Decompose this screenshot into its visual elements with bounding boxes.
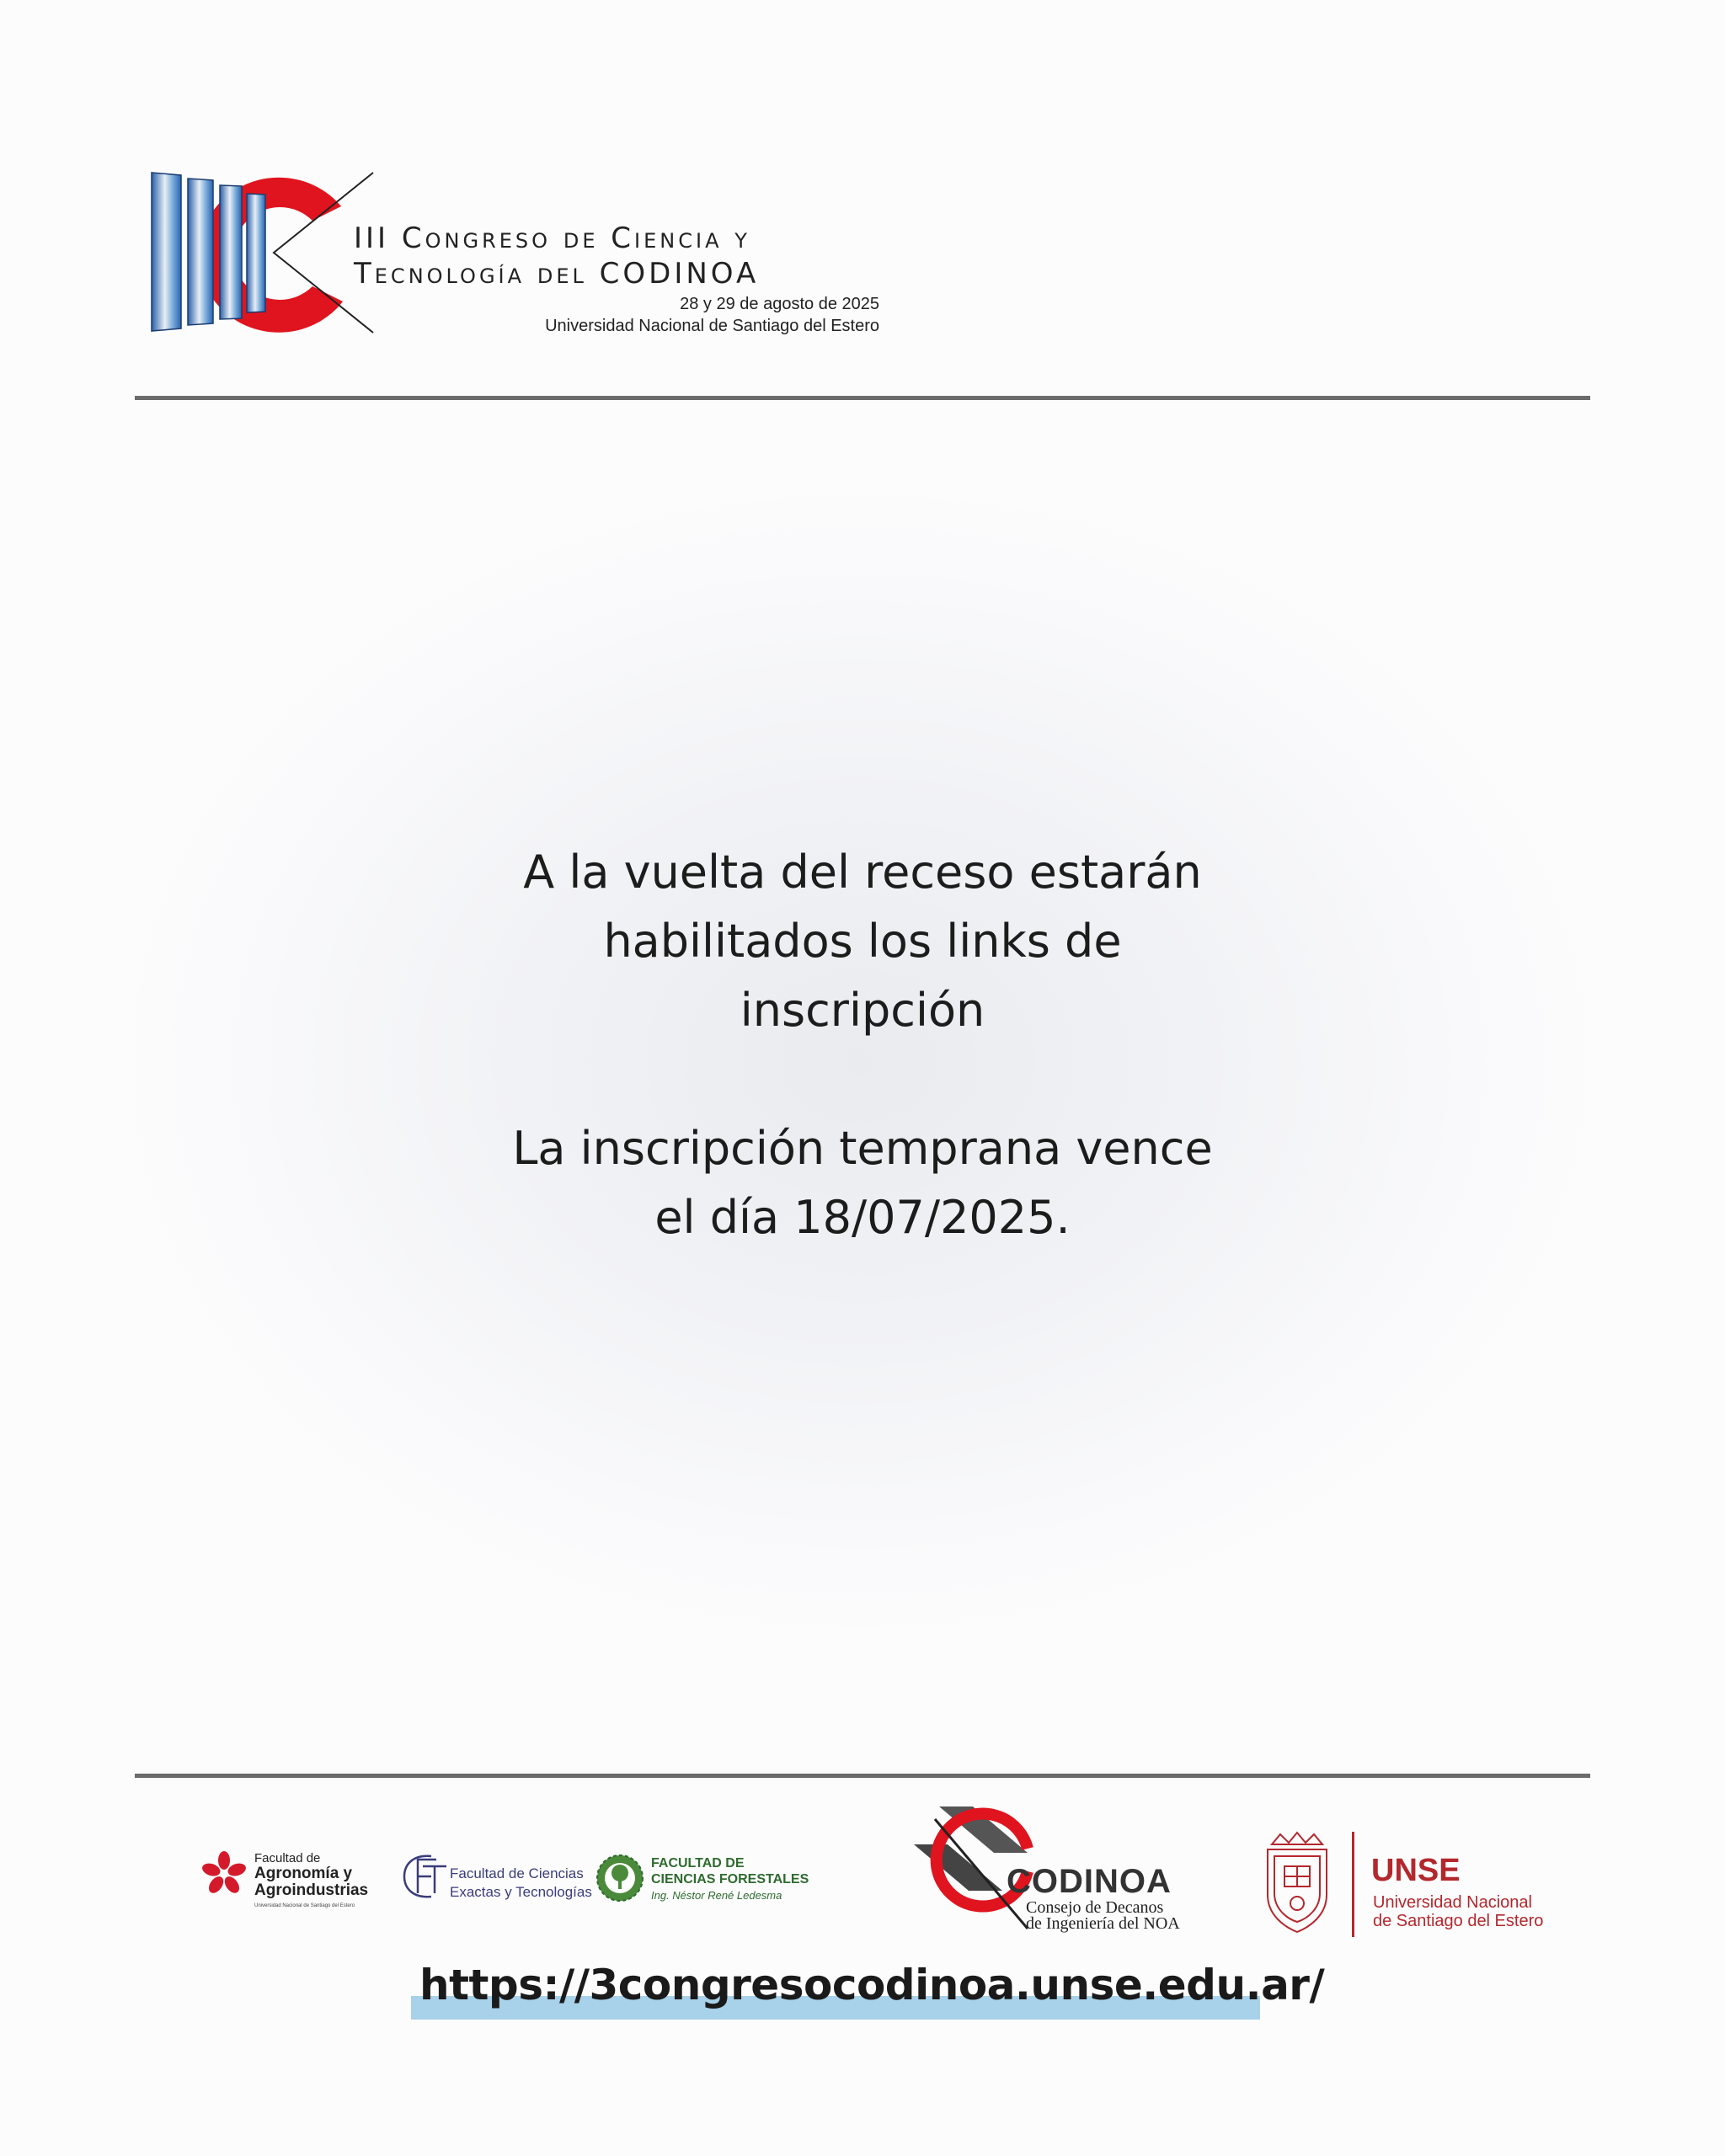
agronomia-line2: Agronomía y bbox=[254, 1865, 353, 1882]
announcement bbox=[357, 838, 1368, 1252]
congress-dates: 28 y 29 de agosto de 2025 bbox=[680, 295, 879, 313]
deadline-line2: el día 18/07/2025. bbox=[654, 1191, 1071, 1244]
bottom-divider bbox=[135, 1774, 1590, 1778]
codinoa-name: CODINOA bbox=[1007, 1863, 1172, 1900]
fceyt-line2: Exactas y Tecnologías bbox=[450, 1884, 592, 1900]
unse-sub-line1: Universidad Nacional bbox=[1373, 1893, 1532, 1912]
website-link[interactable] bbox=[411, 1961, 1325, 2020]
forestales-line1: FACULTAD DE bbox=[651, 1856, 745, 1870]
congress-venue: Universidad Nacional de Santiago del Estero bbox=[545, 317, 879, 335]
top-divider bbox=[135, 396, 1590, 400]
congress-title bbox=[354, 221, 759, 291]
agronomia-logo bbox=[254, 1851, 368, 1913]
forestales-line2: CIENCIAS FORESTALES bbox=[651, 1872, 809, 1886]
congress-subtitle bbox=[472, 293, 879, 337]
codinoa-subtitle bbox=[1026, 1900, 1180, 1932]
unse-divider bbox=[1352, 1832, 1354, 1937]
fceyt-logo-icon bbox=[398, 1851, 450, 1902]
forestales-line3: Ing. Néstor René Ledesma bbox=[651, 1889, 782, 1902]
announcement-line3: inscripción bbox=[740, 984, 985, 1037]
codinoa-sub-line2: de Ingeniería del NOA bbox=[1026, 1914, 1180, 1933]
forestales-logo bbox=[651, 1855, 809, 1903]
announcement-line1: A la vuelta del receso estarán bbox=[523, 846, 1202, 899]
unse-subtitle bbox=[1373, 1893, 1543, 1930]
website-url[interactable]: https://3congresocodinoa.unse.edu.ar/ bbox=[419, 1961, 1325, 2009]
fceyt-line1: Facultad de Ciencias bbox=[450, 1865, 584, 1881]
deadline-line1: La inscripción temprana vence bbox=[512, 1122, 1213, 1175]
agronomia-line3: Agroindustrias bbox=[254, 1881, 369, 1899]
codinoa-sub-line1: Consejo de Decanos bbox=[1026, 1898, 1164, 1917]
forestales-seal-icon bbox=[595, 1853, 645, 1903]
congress-title-line2: Tecnología del CODINOA bbox=[354, 257, 760, 291]
unse-crest-icon bbox=[1259, 1828, 1335, 1939]
agronomia-line4: Universidad Nacional de Santiago del Estero bbox=[254, 1903, 355, 1908]
congress-title-line1: III Congreso de Ciencia y bbox=[354, 221, 750, 255]
unse-name: UNSE bbox=[1371, 1853, 1461, 1888]
announcement-line2: habilitados los links de bbox=[603, 915, 1122, 968]
agronomia-flower-icon bbox=[199, 1849, 249, 1899]
agronomia-line1: Facultad de bbox=[254, 1851, 321, 1865]
fceyt-logo bbox=[450, 1865, 592, 1902]
unse-sub-line2: de Santiago del Estero bbox=[1373, 1912, 1544, 1930]
